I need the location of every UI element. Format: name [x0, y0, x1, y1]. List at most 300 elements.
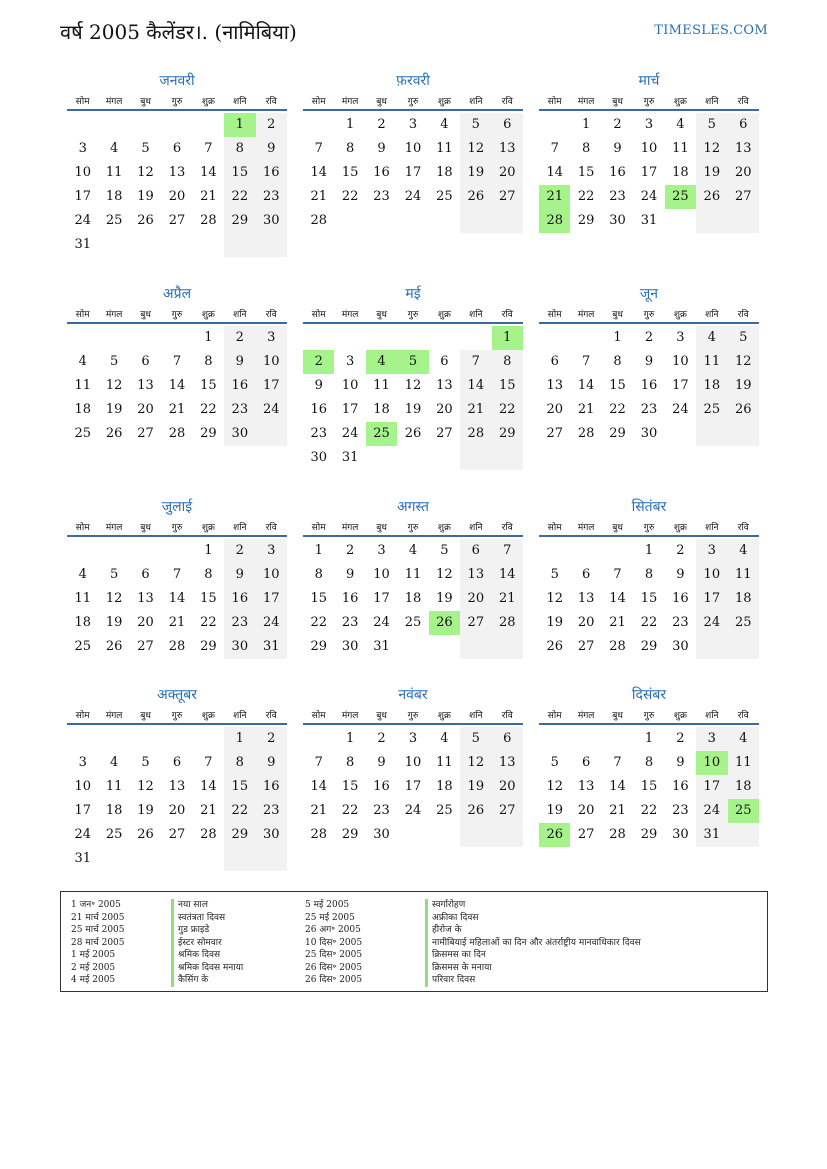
day-cell: 15: [341, 779, 359, 794]
month-name: मई: [405, 286, 421, 302]
day-cell: 10: [672, 354, 689, 369]
empty-cell: [492, 209, 523, 233]
day-cell: 21: [492, 587, 523, 611]
day-cell: 25: [105, 827, 123, 842]
day-cell: 15: [310, 591, 327, 606]
weekday-label: सोम: [547, 310, 562, 320]
day-cell: 4: [78, 567, 87, 582]
empty-cell: [539, 539, 570, 563]
day-cell: 11: [696, 350, 727, 374]
day-cell: 10: [74, 165, 91, 180]
day-cell: 2: [613, 117, 622, 132]
weekday-header: [67, 94, 287, 111]
holiday-name: कैसिंग के: [171, 974, 243, 987]
day-cell: 20: [460, 587, 491, 611]
empty-cell: [130, 847, 161, 871]
day-cell: 30: [640, 426, 658, 441]
empty-cell: [366, 326, 397, 350]
day-cell: 20: [577, 615, 595, 630]
day-cell: 7: [204, 755, 213, 770]
day-cell: 10: [696, 751, 727, 775]
day-cell: 12: [436, 567, 453, 582]
day-cell: 9: [676, 755, 685, 770]
weekday-label: सोम: [547, 523, 562, 533]
day-cell: 13: [137, 591, 154, 606]
day-cell: 1: [224, 113, 255, 137]
empty-cell: [161, 727, 192, 751]
day-cell: 3: [78, 141, 87, 156]
day-cell: 7: [172, 567, 182, 582]
empty-cell: [67, 539, 98, 563]
day-cell: 6: [492, 113, 523, 137]
weekday-label: शनि: [233, 97, 247, 107]
empty-cell: [570, 539, 601, 563]
weekday-label: शुक्र: [437, 97, 451, 107]
day-cell: 23: [310, 426, 327, 441]
empty-cell: [303, 113, 334, 137]
weekday-label: शनि: [233, 711, 247, 721]
day-cell: 7: [613, 567, 622, 582]
month-name: अक्तूबर: [157, 687, 197, 703]
weekday-label: गुरु: [171, 711, 183, 721]
day-cell: 13: [460, 563, 491, 587]
day-cell: 30: [310, 450, 327, 465]
day-cell: 9: [345, 567, 355, 582]
day-cell: 25: [404, 615, 422, 630]
day-cell: 21: [609, 615, 626, 630]
day-cell: 16: [672, 779, 689, 794]
day-cell: 20: [546, 402, 563, 417]
month-block: [539, 70, 759, 233]
day-cell: 20: [436, 402, 453, 417]
holiday-date: 10 दिस॰ 2005: [305, 937, 363, 948]
day-cell: 30: [672, 639, 689, 654]
weekday-label: सोम: [75, 711, 90, 721]
day-cell: 9: [644, 354, 654, 369]
day-cell: 2: [644, 330, 654, 345]
day-cell: 18: [74, 402, 91, 417]
day-cell: 8: [345, 755, 355, 770]
day-cell: 30: [672, 827, 689, 842]
day-cell: 28: [200, 213, 217, 228]
holiday-name: अफ्रीका दिवस: [425, 912, 641, 925]
day-cell: 8: [204, 354, 213, 369]
day-cell: 18: [728, 587, 759, 611]
weekday-label: शुक्र: [437, 523, 451, 533]
weekday-label: शनि: [705, 97, 719, 107]
empty-cell: [130, 539, 161, 563]
day-cell: 15: [577, 165, 595, 180]
day-cell: 3: [78, 755, 87, 770]
month-name: फ़रवरी: [396, 73, 430, 89]
day-cell: 29: [577, 213, 595, 228]
weekday-label: शुक्र: [201, 711, 215, 721]
empty-cell: [492, 823, 523, 847]
day-cell: 18: [436, 165, 453, 180]
day-cell: 22: [224, 799, 255, 823]
day-cell: 17: [404, 779, 422, 794]
day-cell: 31: [74, 237, 91, 252]
day-cell: 14: [609, 779, 626, 794]
day-cell: 1: [613, 330, 622, 345]
holiday-names-col-1: [171, 899, 243, 987]
day-cell: 16: [373, 165, 390, 180]
day-cell: 18: [436, 779, 453, 794]
day-cell: 29: [224, 823, 255, 847]
weekday-label: शनि: [233, 310, 247, 320]
day-cell: 16: [672, 591, 689, 606]
day-cell: 19: [546, 803, 563, 818]
day-cell: 21: [539, 185, 570, 209]
weekday-label: मंगल: [341, 711, 359, 721]
day-cell: 26: [539, 823, 570, 847]
weekday-label: शुक्र: [673, 310, 687, 320]
day-cell: 6: [460, 539, 491, 563]
day-cell: 14: [200, 165, 217, 180]
day-cell: 8: [314, 567, 323, 582]
day-cell: 14: [577, 378, 595, 393]
day-cell: 4: [440, 731, 449, 746]
day-cell: 30: [341, 639, 359, 654]
day-cell: 21: [577, 402, 595, 417]
day-cell: 8: [204, 567, 213, 582]
day-cell: 26: [460, 185, 491, 209]
day-cell: 28: [310, 827, 327, 842]
day-cell: 26: [137, 213, 154, 228]
day-cell: 27: [492, 185, 523, 209]
empty-cell: [429, 446, 460, 470]
weekday-label: रवि: [737, 711, 749, 721]
day-cell: 16: [373, 779, 390, 794]
day-cell: 17: [696, 775, 727, 799]
day-cell: 4: [440, 117, 449, 132]
day-cell: 19: [105, 402, 123, 417]
day-cell: 11: [728, 751, 759, 775]
day-cell: 4: [109, 755, 119, 770]
day-cell: 2: [377, 117, 386, 132]
empty-cell: [397, 326, 428, 350]
day-cell: 23: [256, 185, 287, 209]
day-cell: 6: [581, 755, 591, 770]
day-cell: 31: [696, 823, 727, 847]
day-cell: 24: [256, 398, 287, 422]
empty-cell: [130, 233, 161, 257]
day-cell: 24: [672, 402, 689, 417]
weekday-label: गुरु: [643, 523, 655, 533]
day-cell: 13: [436, 378, 453, 393]
weekday-label: मंगल: [341, 523, 359, 533]
weekday-label: मंगल: [577, 523, 595, 533]
weekday-label: रवि: [737, 310, 749, 320]
day-cell: 11: [404, 567, 422, 582]
day-cell: 17: [696, 587, 727, 611]
day-cell: 29: [224, 209, 255, 233]
day-cell: 3: [256, 326, 287, 350]
empty-cell: [161, 539, 192, 563]
day-cell: 17: [341, 402, 359, 417]
weekday-label: गुरु: [171, 523, 183, 533]
empty-cell: [696, 422, 727, 446]
empty-cell: [570, 727, 601, 751]
weekday-label: गुरु: [643, 97, 655, 107]
day-cell: 17: [373, 591, 390, 606]
empty-cell: [665, 422, 696, 446]
empty-cell: [539, 326, 570, 350]
day-cell: 12: [546, 779, 563, 794]
day-cell: 9: [256, 137, 287, 161]
day-cell: 1: [644, 543, 654, 558]
weekday-label: रवि: [265, 711, 277, 721]
day-cell: 27: [728, 185, 759, 209]
day-cell: 28: [200, 827, 217, 842]
day-cell: 25: [696, 398, 727, 422]
day-cell: 5: [109, 567, 119, 582]
day-cell: 5: [109, 354, 119, 369]
empty-cell: [256, 233, 287, 257]
day-cell: 26: [728, 398, 759, 422]
day-cell: 3: [408, 117, 418, 132]
day-cell: 10: [404, 755, 422, 770]
day-cell: 21: [200, 803, 217, 818]
day-cell: 20: [492, 775, 523, 799]
day-cell: 25: [436, 803, 453, 818]
day-cell: 4: [728, 727, 759, 751]
weekday-label: सोम: [75, 310, 90, 320]
empty-cell: [161, 847, 192, 871]
holiday-date: 28 मार्च 2005: [71, 937, 125, 948]
day-cell: 2: [256, 113, 287, 137]
day-cell: 23: [672, 615, 689, 630]
month-block: [67, 684, 287, 871]
day-cell: 27: [460, 611, 491, 635]
day-cell: 24: [696, 799, 727, 823]
day-cell: 14: [546, 165, 563, 180]
weekday-label: सोम: [311, 97, 326, 107]
day-cell: 7: [581, 354, 591, 369]
empty-cell: [539, 727, 570, 751]
empty-cell: [397, 209, 428, 233]
weekday-label: बुध: [612, 310, 623, 320]
day-cell: 21: [310, 189, 327, 204]
weekday-label: शुक्र: [201, 310, 215, 320]
day-cell: 27: [168, 827, 186, 842]
day-cell: 13: [577, 779, 595, 794]
day-cell: 21: [168, 615, 186, 630]
day-grid: [303, 326, 523, 470]
day-cell: 23: [256, 799, 287, 823]
day-cell: 4: [408, 543, 418, 558]
empty-cell: [460, 209, 491, 233]
day-cell: 14: [168, 591, 186, 606]
empty-cell: [161, 113, 192, 137]
day-cell: 13: [492, 137, 523, 161]
day-cell: 29: [640, 639, 658, 654]
day-cell: 5: [550, 755, 559, 770]
day-cell: 27: [492, 799, 523, 823]
empty-cell: [460, 446, 491, 470]
holiday-name: स्वतंत्रता दिवस: [171, 912, 243, 925]
day-cell: 16: [256, 161, 287, 185]
day-cell: 1: [204, 330, 213, 345]
day-cell: 6: [172, 755, 182, 770]
empty-cell: [429, 326, 460, 350]
day-cell: 16: [224, 587, 255, 611]
day-cell: 24: [404, 803, 422, 818]
day-cell: 29: [341, 827, 359, 842]
day-cell: 28: [460, 422, 491, 446]
day-cell: 3: [345, 354, 355, 369]
day-cell: 18: [105, 803, 123, 818]
empty-cell: [161, 326, 192, 350]
day-cell: 23: [341, 615, 359, 630]
weekday-label: बुध: [140, 523, 151, 533]
day-cell: 29: [492, 422, 523, 446]
day-cell: 6: [728, 113, 759, 137]
day-cell: 2: [377, 731, 386, 746]
day-cell: 24: [640, 189, 658, 204]
empty-cell: [98, 847, 129, 871]
day-cell: 3: [377, 543, 386, 558]
day-cell: 15: [224, 775, 255, 799]
day-cell: 15: [224, 161, 255, 185]
empty-cell: [728, 635, 759, 659]
weekday-label: मंगल: [105, 523, 123, 533]
day-cell: 3: [696, 727, 727, 751]
day-cell: 13: [137, 378, 154, 393]
day-cell: 22: [577, 189, 595, 204]
day-cell: 30: [609, 213, 626, 228]
day-cell: 16: [310, 402, 327, 417]
weekday-label: शुक्र: [437, 711, 451, 721]
day-cell: 17: [74, 803, 91, 818]
empty-cell: [728, 422, 759, 446]
day-cell: 8: [581, 141, 591, 156]
day-cell: 18: [105, 189, 123, 204]
weekday-label: बुध: [376, 97, 387, 107]
month-block: [539, 283, 759, 446]
day-cell: 6: [550, 354, 559, 369]
empty-cell: [602, 727, 633, 751]
day-cell: 5: [550, 567, 559, 582]
weekday-label: बुध: [140, 310, 151, 320]
day-cell: 19: [137, 803, 154, 818]
weekday-label: रवि: [265, 310, 277, 320]
day-cell: 13: [492, 751, 523, 775]
day-cell: 24: [256, 611, 287, 635]
month-block: [303, 70, 523, 233]
holiday-name: स्वर्गारोहण: [425, 899, 641, 912]
empty-cell: [492, 635, 523, 659]
day-cell: 3: [408, 731, 418, 746]
weekday-label: शनि: [705, 310, 719, 320]
holiday-date: 4 मई 2005: [71, 975, 116, 985]
empty-cell: [67, 727, 98, 751]
holiday-date: 5 मई 2005: [305, 900, 350, 910]
day-cell: 30: [256, 823, 287, 847]
day-cell: 16: [256, 775, 287, 799]
weekday-label: रवि: [501, 711, 513, 721]
holiday-name: गुड फ्राइडे: [171, 924, 243, 937]
weekday-label: बुध: [612, 523, 623, 533]
day-cell: 25: [665, 185, 696, 209]
day-cell: 19: [546, 615, 563, 630]
day-cell: 10: [404, 141, 422, 156]
day-cell: 20: [577, 803, 595, 818]
day-cell: 11: [74, 591, 91, 606]
month-block: [303, 684, 523, 847]
day-cell: 27: [577, 827, 595, 842]
empty-cell: [570, 326, 601, 350]
month-name: दिसंबर: [631, 687, 667, 703]
page-title: वर्ष 2005 कैलेंडर।. (नामिबिया): [60, 20, 297, 44]
day-cell: 9: [314, 378, 323, 393]
day-cell: 5: [728, 326, 759, 350]
weekday-label: बुध: [140, 97, 151, 107]
holiday-date: 1 मई 2005: [71, 950, 116, 960]
day-cell: 22: [200, 402, 217, 417]
empty-cell: [334, 209, 365, 233]
day-cell: 18: [696, 374, 727, 398]
day-cell: 5: [696, 113, 727, 137]
empty-cell: [67, 113, 98, 137]
day-cell: 24: [404, 189, 422, 204]
day-cell: 22: [640, 615, 658, 630]
day-cell: 14: [200, 779, 217, 794]
day-cell: 12: [105, 591, 123, 606]
day-cell: 14: [310, 779, 327, 794]
day-cell: 4: [109, 141, 119, 156]
weekday-label: शनि: [705, 523, 719, 533]
day-cell: 23: [224, 398, 255, 422]
day-cell: 25: [728, 799, 759, 823]
day-cell: 1: [204, 543, 213, 558]
empty-cell: [193, 847, 224, 871]
day-cell: 13: [168, 779, 186, 794]
weekday-label: गुरु: [643, 711, 655, 721]
empty-cell: [696, 635, 727, 659]
day-cell: 10: [696, 563, 727, 587]
day-cell: 28: [577, 426, 595, 441]
day-cell: 10: [341, 378, 359, 393]
month-name: जुलाई: [161, 499, 193, 515]
weekday-label: शनि: [469, 310, 483, 320]
weekday-label: गुरु: [171, 310, 183, 320]
day-cell: 14: [310, 165, 327, 180]
holiday-name: क्रिसमस के मनाया: [425, 962, 641, 975]
day-cell: 11: [436, 755, 453, 770]
day-cell: 13: [168, 165, 186, 180]
weekday-label: बुध: [140, 711, 151, 721]
day-cell: 1: [492, 326, 523, 350]
empty-cell: [193, 233, 224, 257]
weekday-label: गुरु: [407, 711, 419, 721]
day-cell: 22: [640, 803, 658, 818]
day-cell: 18: [728, 775, 759, 799]
day-cell: 9: [224, 563, 255, 587]
weekday-label: रवि: [737, 523, 749, 533]
weekday-header: [67, 520, 287, 537]
day-cell: 22: [492, 398, 523, 422]
empty-cell: [460, 823, 491, 847]
day-cell: 19: [137, 189, 154, 204]
day-cell: 20: [137, 402, 154, 417]
day-cell: 22: [609, 402, 626, 417]
site-link[interactable]: TIMESLES.COM: [654, 23, 768, 38]
weekday-label: सोम: [547, 97, 562, 107]
day-cell: 1: [345, 117, 355, 132]
day-cell: 12: [105, 378, 123, 393]
day-cell: 7: [550, 141, 559, 156]
